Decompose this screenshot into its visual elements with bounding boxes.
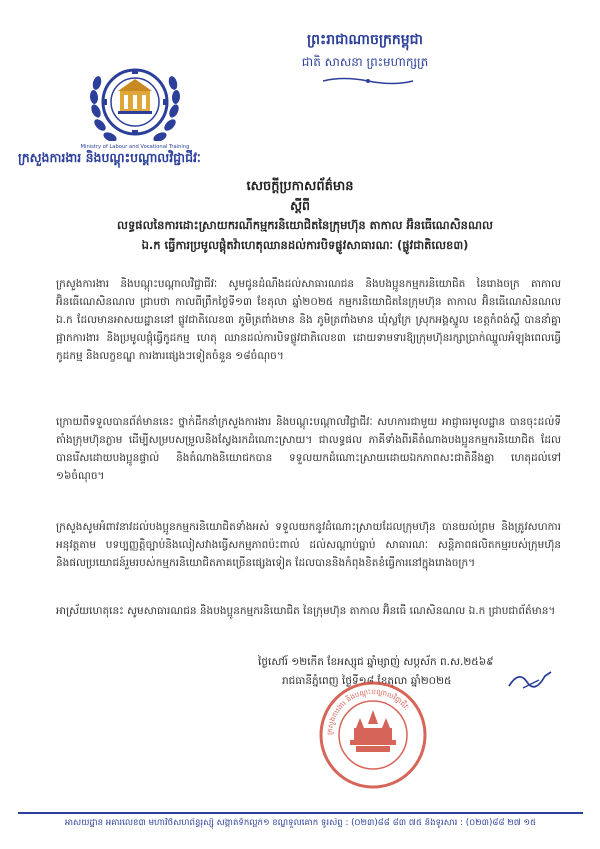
- seal-text: ក្រសួងការងារ និងបណ្តុះបណ្តាលវិជ្ជាជីវៈ: [325, 687, 411, 736]
- footer-address: អាសយដ្ឋាន អគារលេខ៣ មហាវិថីសហព័ន្ធរុស្ស៊ី សង្កាត់ទឹកល្អក់១ ខណ្ឌទួលគោក ទូរស័ព្ទ : (០២៣)៨៨ ៨៣ ៧៥ និងទូរសារ : (០២៣)៨៨ ២៧ ១៥: [64, 818, 537, 828]
- paragraph-1: ក្រសួងការងារ និងបណ្តុះបណ្តាលវិជ្ជាជីវៈ សូមជូនដំណឹងដល់សាធារណជន និងបងប្អូនកម្មករនិយោជិត នៃរោងចក្រ តាកាល អ៊ិនធើណេសិនណល ជ្រាបថា កាលពីព្រឹកថ្ងៃទី១៣ ខែតុលា ឆ្នាំ២០២៥ កម្មករនិយោជិតនៃក្រុមហ៊ុន តាកាល អ៊ិនធើណេសិនណល ឯ.ក ដែលមានអាសយដ្ឋាននៅ ផ្លូវជាតិលេខ៣ ភូមិត្រពាំងមាន និង ភូមិត្រពាំងមាន ឃុំស្លក្រែ ស្រុកអង្គស្នួល ខេត្តកំពង់ស្ពឺ បាននាំគ្នាផ្អាកការងារ និងប្រមូលផ្តុំធ្វើកូដកម្ម ហេតុ ឈានដល់ការបិទផ្លូវជាតិលេខ៣ ដោយទាមទារឱ្យក្រុមហ៊ុនរក្សាប្រាក់ឈ្នួលអំឡុងពេលធ្វើកូដកម្ម និងលក្ខខណ្ឌ ការងារផ្សេងៗទៀតចំនួន ១៨ចំណុច។: [56, 278, 561, 362]
- ornament-divider: [318, 76, 418, 86]
- signature-mark: [505, 666, 555, 692]
- paragraph-3: ក្រសួងសូមអំពាវនាវដល់បងប្អូនកម្មករនិយោជិតទាំងអស់ ទទួលយកនូវដំណោះស្រាយដែលក្រុមហ៊ុន បានយល់ព្រម និងត្រូវសហការអនុវត្តតាម បទប្បញ្ញត្តិច្បាប់និងលៀសវាងធ្វើសកម្មភាពប៉ះពាល់ ដល់សណ្តាប់ធ្នាប់ សាធារណៈ សន្តិភាពផលិតកម្មរបស់ក្រុមហ៊ុន និងផលប្រយោជន៍រួមរបស់កម្មករនិយោជិតភាគច្រើនផ្សេងទៀត ដែលបាននិងកំពុងខិតខំធ្វើការនៅក្នុងរោងចក្រ។: [56, 521, 561, 569]
- national-motto: ជាតិ សាសនា ព្រះមហាក្សត្រ: [301, 55, 429, 69]
- lunar-date: ថ្ងៃសៅរ៍ ១២កើត ខែអស្សុជ ឆ្នាំម្សាញ់ សប្តស័ក ព.ស.២៥៦៩: [258, 656, 494, 668]
- footer-divider: [18, 812, 583, 814]
- solar-date: រាជធានីភ្នំពេញ ថ្ងៃទី១៨ ខែតុលា ឆ្នាំ២០២៥: [282, 675, 452, 687]
- kingdom-heading: ព្រះរាជាណាចក្រកម្ពុជា: [306, 32, 423, 48]
- document-title: សេចក្តីប្រកាសព័ត៌មាន: [246, 179, 354, 194]
- logo-caption: Ministry of Labour and Vocational Training: [80, 144, 190, 150]
- ministry-name: ក្រសួងការងារ និងបណ្តុះបណ្តាលវិជ្ជាជីវៈ: [18, 150, 201, 165]
- official-seal: [318, 680, 428, 790]
- ministry-logo: [80, 45, 190, 155]
- document-subtitle: ស្តីពី: [290, 198, 310, 213]
- subject-line-2: ឯ.ក ធ្វើការប្រមូលផ្តុំតវ៉ាហេតុឈានដល់ការបិទផ្លូវសាធារណៈ (ផ្លូវជាតិលេខ៣): [141, 238, 469, 252]
- paragraph-2: ក្រោយពីទទួលបានព័ត៌មាននេះ ថ្នាក់ដឹកនាំក្រសួងការងារ និងបណ្តុះបណ្តាលវិជ្ជាជីវៈ សហការជាមួយ អាជ្ញាធរមូលដ្ឋាន បានចុះដល់ទីតាំងក្រុមហ៊ុនភ្លាម ដើម្បីសម្របសម្រួលនិងស្វែងរកដំណោះស្រាយ។ ជាលទ្ធផល ភាគីទាំងពីរគឺតំណាងបងប្អូនកម្មករនិយោជិត ដែលបានរើសដោយបងប្អូនផ្ទាល់ និងតំណាងនិយោជកបាន ទទួលយកដំណោះស្រាយដោយឯកភាពសះជាតិនឹងគ្នា ហេតុដល់ទៅ ១៦ចំណុច។: [56, 416, 561, 482]
- paragraph-4: អាស្រ័យហេតុនេះ សូមសាធារណជន និងបងប្អូនកម្មករនិយោជិត នៃក្រុមហ៊ុន តាកាល អ៊ិនធើ ណេសិនណល ឯ.ក ជ្រាបជាព័ត៌មាន។: [56, 605, 556, 617]
- subject-line-1: លទ្ធផលនៃការដោះស្រាយករណីកម្មករនិយោជិតនៃក្រុមហ៊ុន តាកាល អ៊ិនធើណេសិនណល: [117, 218, 493, 232]
